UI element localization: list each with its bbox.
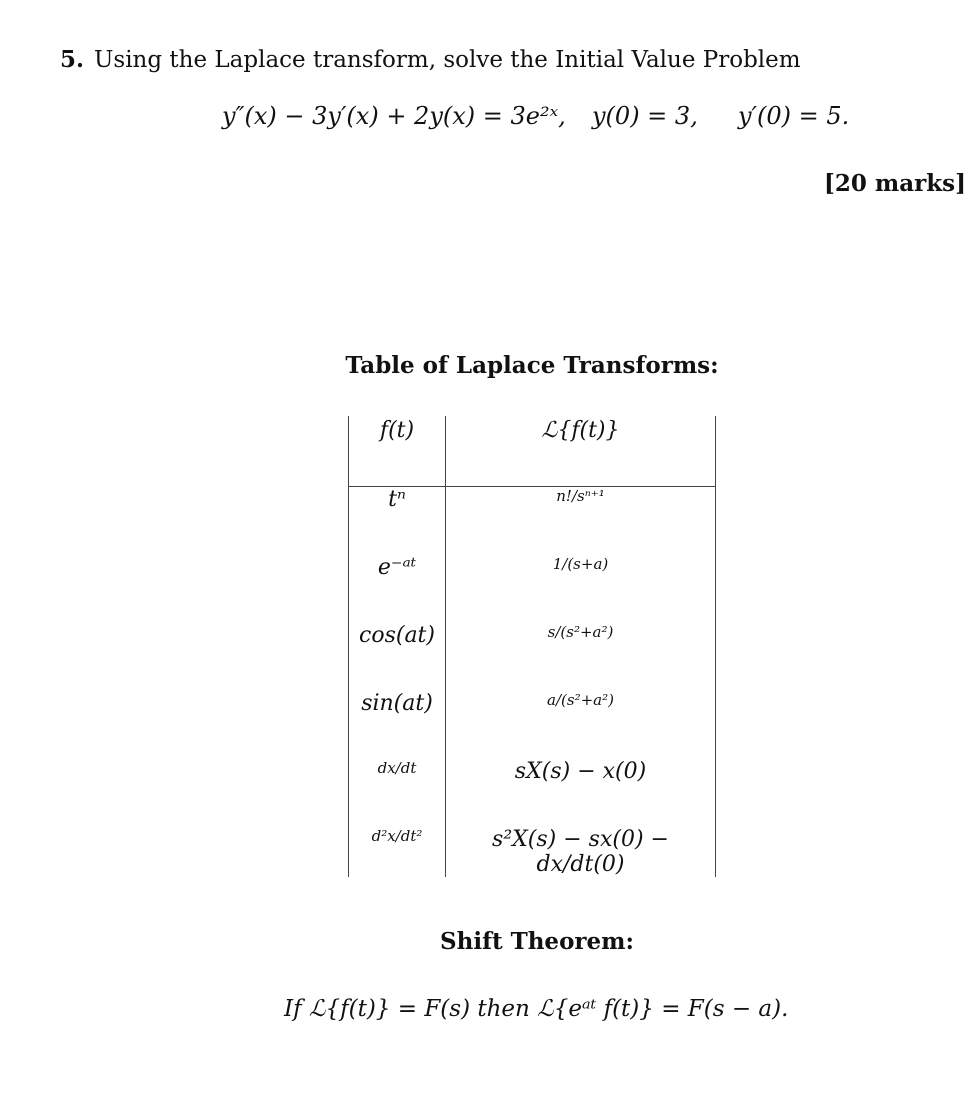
question-prompt: Using the Laplace transform, solve the Initial Value Problem <box>94 47 801 73</box>
row-transform: 1/(s+a) <box>446 555 716 623</box>
marks-label: [20 marks] <box>823 170 966 197</box>
row-transform: s/(s²+a²) <box>446 623 716 691</box>
table-row <box>349 691 716 759</box>
row-function: tⁿ <box>349 487 446 556</box>
row-transform: s²X(s) − sx(0) − dx/dt(0) <box>446 827 716 877</box>
table-header-row <box>349 416 716 487</box>
initial-condition-yprime: y′(0) = 5. <box>738 102 850 130</box>
table-title: Table of Laplace Transforms: <box>345 352 719 379</box>
header-lft: ℒ{f(t)} <box>446 416 716 487</box>
question-number: 5. <box>60 46 85 73</box>
row-function: d²x/dt² <box>349 827 446 877</box>
row-transform: sX(s) − x(0) <box>446 759 716 827</box>
table-row <box>349 555 716 623</box>
table-row <box>349 827 716 877</box>
header-ft: f(t) <box>349 416 446 487</box>
table-row <box>349 487 716 556</box>
row-transform: n!/sⁿ⁺¹ <box>446 487 716 556</box>
row-function: sin(at) <box>349 691 446 759</box>
question-heading <box>60 46 801 73</box>
initial-condition-y: y(0) = 3, <box>592 102 698 130</box>
row-transform: a/(s²+a²) <box>446 691 716 759</box>
laplace-table <box>348 416 716 877</box>
row-function: cos(at) <box>349 623 446 691</box>
row-function: dx/dt <box>349 759 446 827</box>
table-row <box>349 759 716 827</box>
differential-equation: y″(x) − 3y′(x) + 2y(x) = 3e²ˣ, <box>222 102 566 130</box>
shift-theorem-title: Shift Theorem: <box>440 928 634 955</box>
row-function: e⁻ᵃᵗ <box>349 555 446 623</box>
table-row <box>349 623 716 691</box>
shift-theorem-statement: If ℒ{f(t)} = F(s) then ℒ{eᵃᵗ f(t)} = F(s − a). <box>284 996 789 1022</box>
